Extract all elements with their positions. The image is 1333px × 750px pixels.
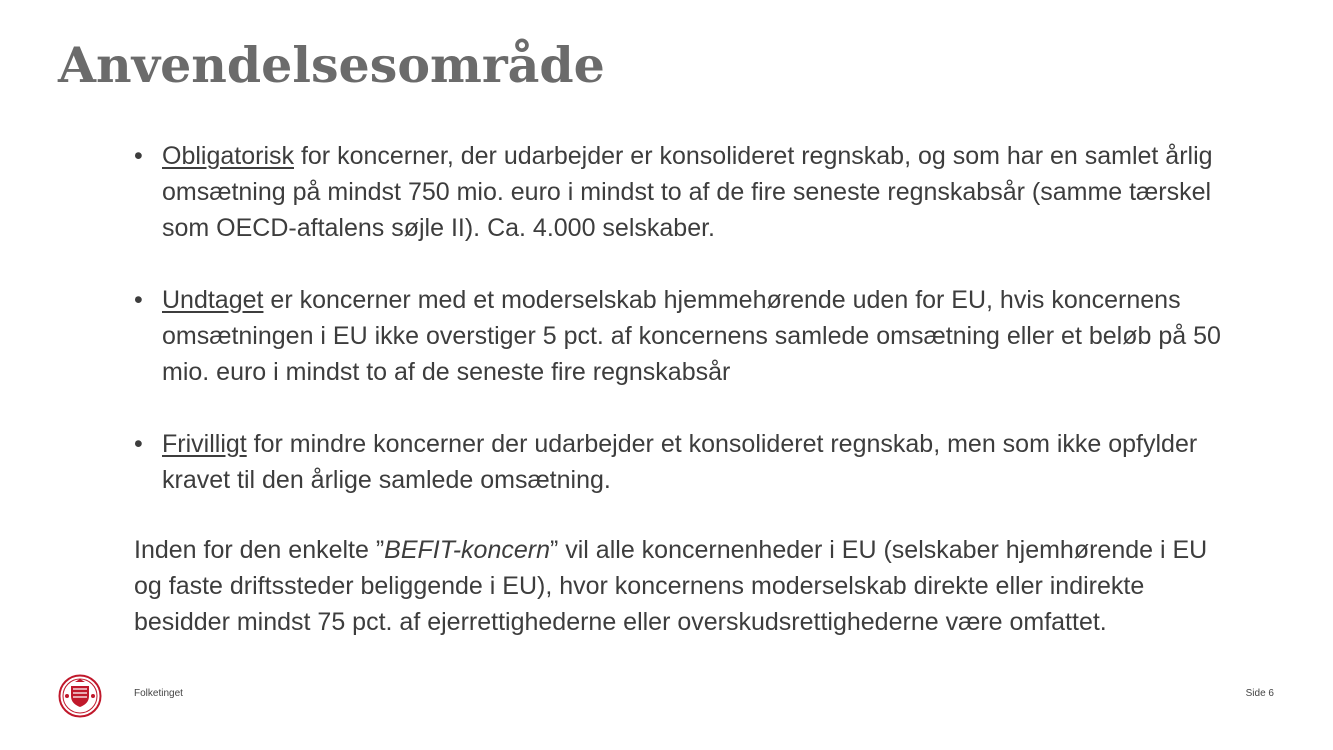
paragraph-emphasis: BEFIT-koncern — [384, 536, 550, 564]
bullet-marker: • — [134, 142, 143, 170]
bullet-frivilligt — [134, 426, 1252, 498]
befit-paragraph — [134, 532, 1224, 640]
bullet-keyword: Undtaget — [162, 286, 264, 314]
bullet-keyword: Obligatorisk — [162, 142, 294, 170]
bullet-text: for mindre koncerner der udarbejder et konsolideret regnskab, men som ikke opfylder kravet til den årlige samlede omsætning. — [162, 430, 1198, 494]
page-number: Side 6 — [1245, 688, 1274, 699]
bullet-keyword: Frivilligt — [162, 430, 247, 458]
bullet-undtaget — [134, 282, 1252, 390]
slide-title: Anvendelsesområde — [58, 36, 605, 94]
bullet-marker: • — [134, 286, 143, 314]
paragraph-text-after: ” vil alle koncernenheder i EU (selskaber hjemhørende i EU og faste driftssteder beliggende i EU), hvor koncernens moderselskab direkte eller indirekte besidder mindst 75 pct. af ejerrettighederne eller overskudsrettighederne være omfattet. — [134, 536, 1208, 636]
bullet-text: er koncerner med et moderselskab hjemmehørende uden for EU, hvis koncernens omsætningen i EU ikke overstiger 5 pct. af koncernens samlede omsætning eller et beløb på 50 mio. euro i mindst to af de seneste fire regnskabsår — [162, 286, 1221, 386]
folketinget-crest-icon — [58, 674, 102, 718]
bullet-text: for koncerner, der udarbejder er konsolideret regnskab, og som har en samlet årlig omsætning på mindst 750 mio. euro i mindst to af de fire seneste regnskabsår (samme tærskel som OECD-aftalens søjle II). Ca. 4.000 selskaber. — [162, 142, 1213, 242]
bullet-marker: • — [134, 430, 143, 458]
footer-organization: Folketinget — [134, 688, 183, 699]
bullet-obligatorisk — [134, 138, 1252, 246]
paragraph-text-before: Inden for den enkelte ” — [134, 536, 385, 564]
